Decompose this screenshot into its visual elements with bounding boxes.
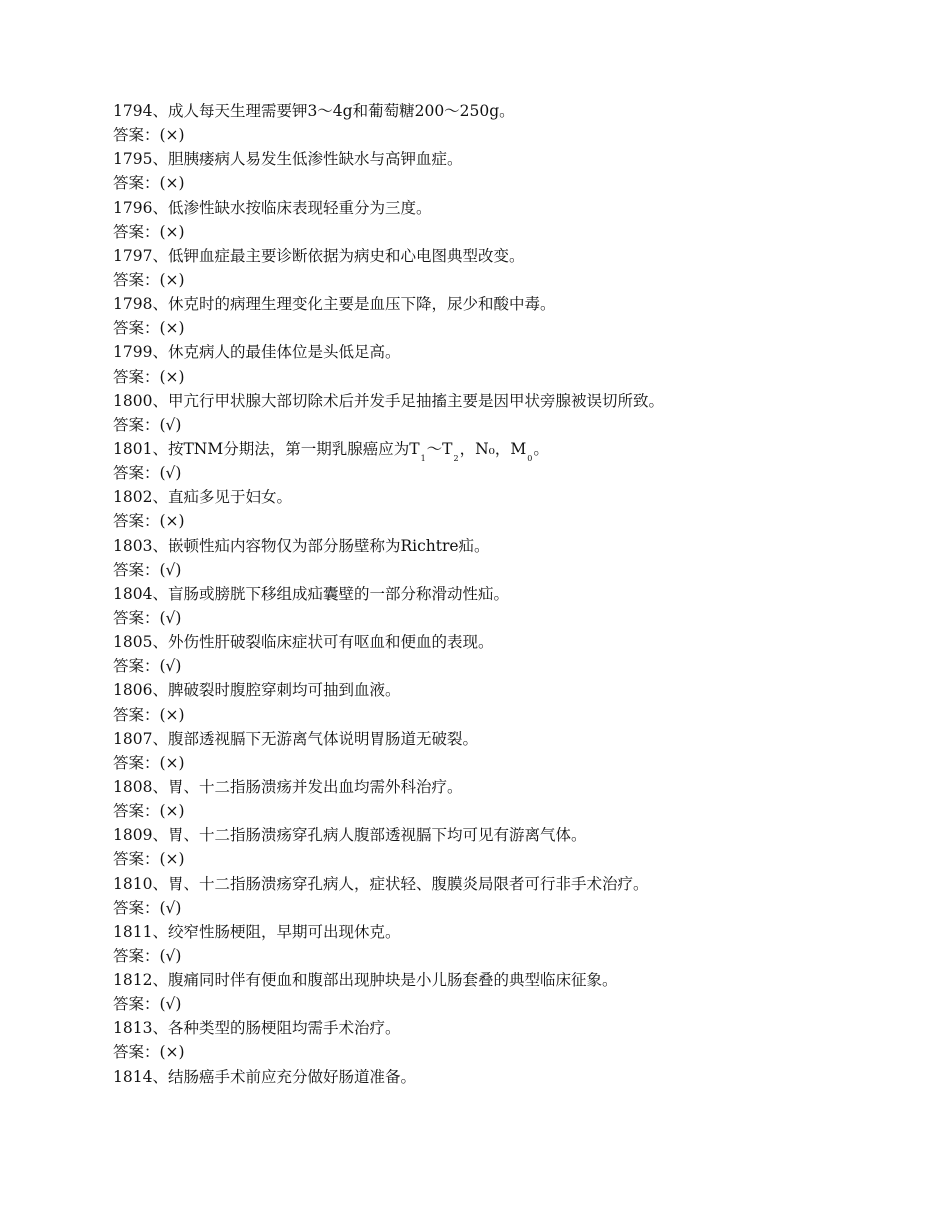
answer-1810: 答案：(√) [113,898,182,917]
subscript-0: 0 [527,453,533,463]
answer-1796: 答案：(×) [113,222,185,241]
question-1798: 1798、休克时的病理生理变化主要是血压下降，尿少和酸中毒。 [113,295,556,314]
answer-1802: 答案：(×) [113,512,185,531]
subscript-1: 1 [420,453,426,463]
question-1810: 1810、胃、十二指肠溃疡穿孔病人，症状轻、腹膜炎局限者可行非手术治疗。 [113,874,649,893]
answer-1812: 答案：(√) [113,995,182,1014]
question-1801-text-2: ～T [426,439,453,458]
question-1794: 1794、成人每天生理需要钾3～4g和葡萄糖200～250g。 [113,102,515,120]
question-1804: 1804、盲肠或膀胱下移组成疝囊壁的一部分称滑动性疝。 [113,584,509,603]
question-1802: 1802、直疝多见于妇女。 [113,488,292,507]
answer-1813: 答案：(×) [113,1043,185,1062]
question-1800: 1800、甲亢行甲状腺大部切除术后并发手足抽搐主要是因甲状旁腺被误切所致。 [113,391,664,410]
question-1799: 1799、休克病人的最佳体位是头低足高。 [113,343,401,362]
question-1796: 1796、低渗性缺水按临床表现轻重分为三度。 [113,198,432,217]
question-1807: 1807、腹部透视膈下无游离气体说明胃肠道无破裂。 [113,729,478,748]
question-1797: 1797、低钾血症最主要诊断依据为病史和心电图典型改变。 [113,246,525,265]
question-1803: 1803、嵌顿性疝内容物仅为部分肠壁称为Richtre疝。 [113,536,490,555]
answer-1798: 答案：(×) [113,319,185,338]
answer-1807: 答案：(×) [113,753,185,772]
question-1813: 1813、各种类型的肠梗阻均需手术治疗。 [113,1019,401,1038]
question-1801-text-3: ，N₀，M [459,439,527,458]
answer-1800: 答案：(√) [113,415,182,434]
answer-1801: 答案：(√) [113,464,182,483]
answer-1806: 答案：(×) [113,705,185,724]
question-1808: 1808、胃、十二指肠溃疡并发出血均需外科治疗。 [113,777,463,796]
answer-1794: 答案：(×) [113,126,185,145]
answer-1804: 答案：(√) [113,608,182,627]
answer-1799: 答案：(×) [113,367,185,386]
question-1814: 1814、结肠癌手术前应充分做好肠道准备。 [113,1067,416,1086]
question-1795: 1795、胆胰瘘病人易发生低渗性缺水与高钾血症。 [113,150,463,169]
subscript-2: 2 [453,453,459,463]
answer-1797: 答案：(×) [113,270,185,289]
answer-1809: 答案：(×) [113,850,185,869]
question-1805: 1805、外伤性肝破裂临床症状可有呕血和便血的表现。 [113,633,494,652]
question-1806: 1806、脾破裂时腹腔穿刺均可抽到血液。 [113,681,401,700]
answer-1803: 答案：(√) [113,560,182,579]
answer-1811: 答案：(√) [113,946,182,965]
answer-1808: 答案：(×) [113,802,185,821]
question-1812: 1812、腹痛同时伴有便血和腹部出现肿块是小儿肠套叠的典型临床征象。 [113,971,618,990]
question-1801-text-1: 1801、按TNM分期法，第一期乳腺癌应为T [113,439,420,458]
question-1811: 1811、绞窄性肠梗阻，早期可出现休克。 [113,922,401,941]
question-1801 [113,437,913,461]
question-1801-text-4: 。 [533,439,549,458]
question-1809: 1809、胃、十二指肠溃疡穿孔病人腹部透视膈下均可见有游离气体。 [113,826,587,845]
answer-1805: 答案：(√) [113,657,182,676]
document-body [113,99,913,1089]
answer-1795: 答案：(×) [113,174,185,193]
